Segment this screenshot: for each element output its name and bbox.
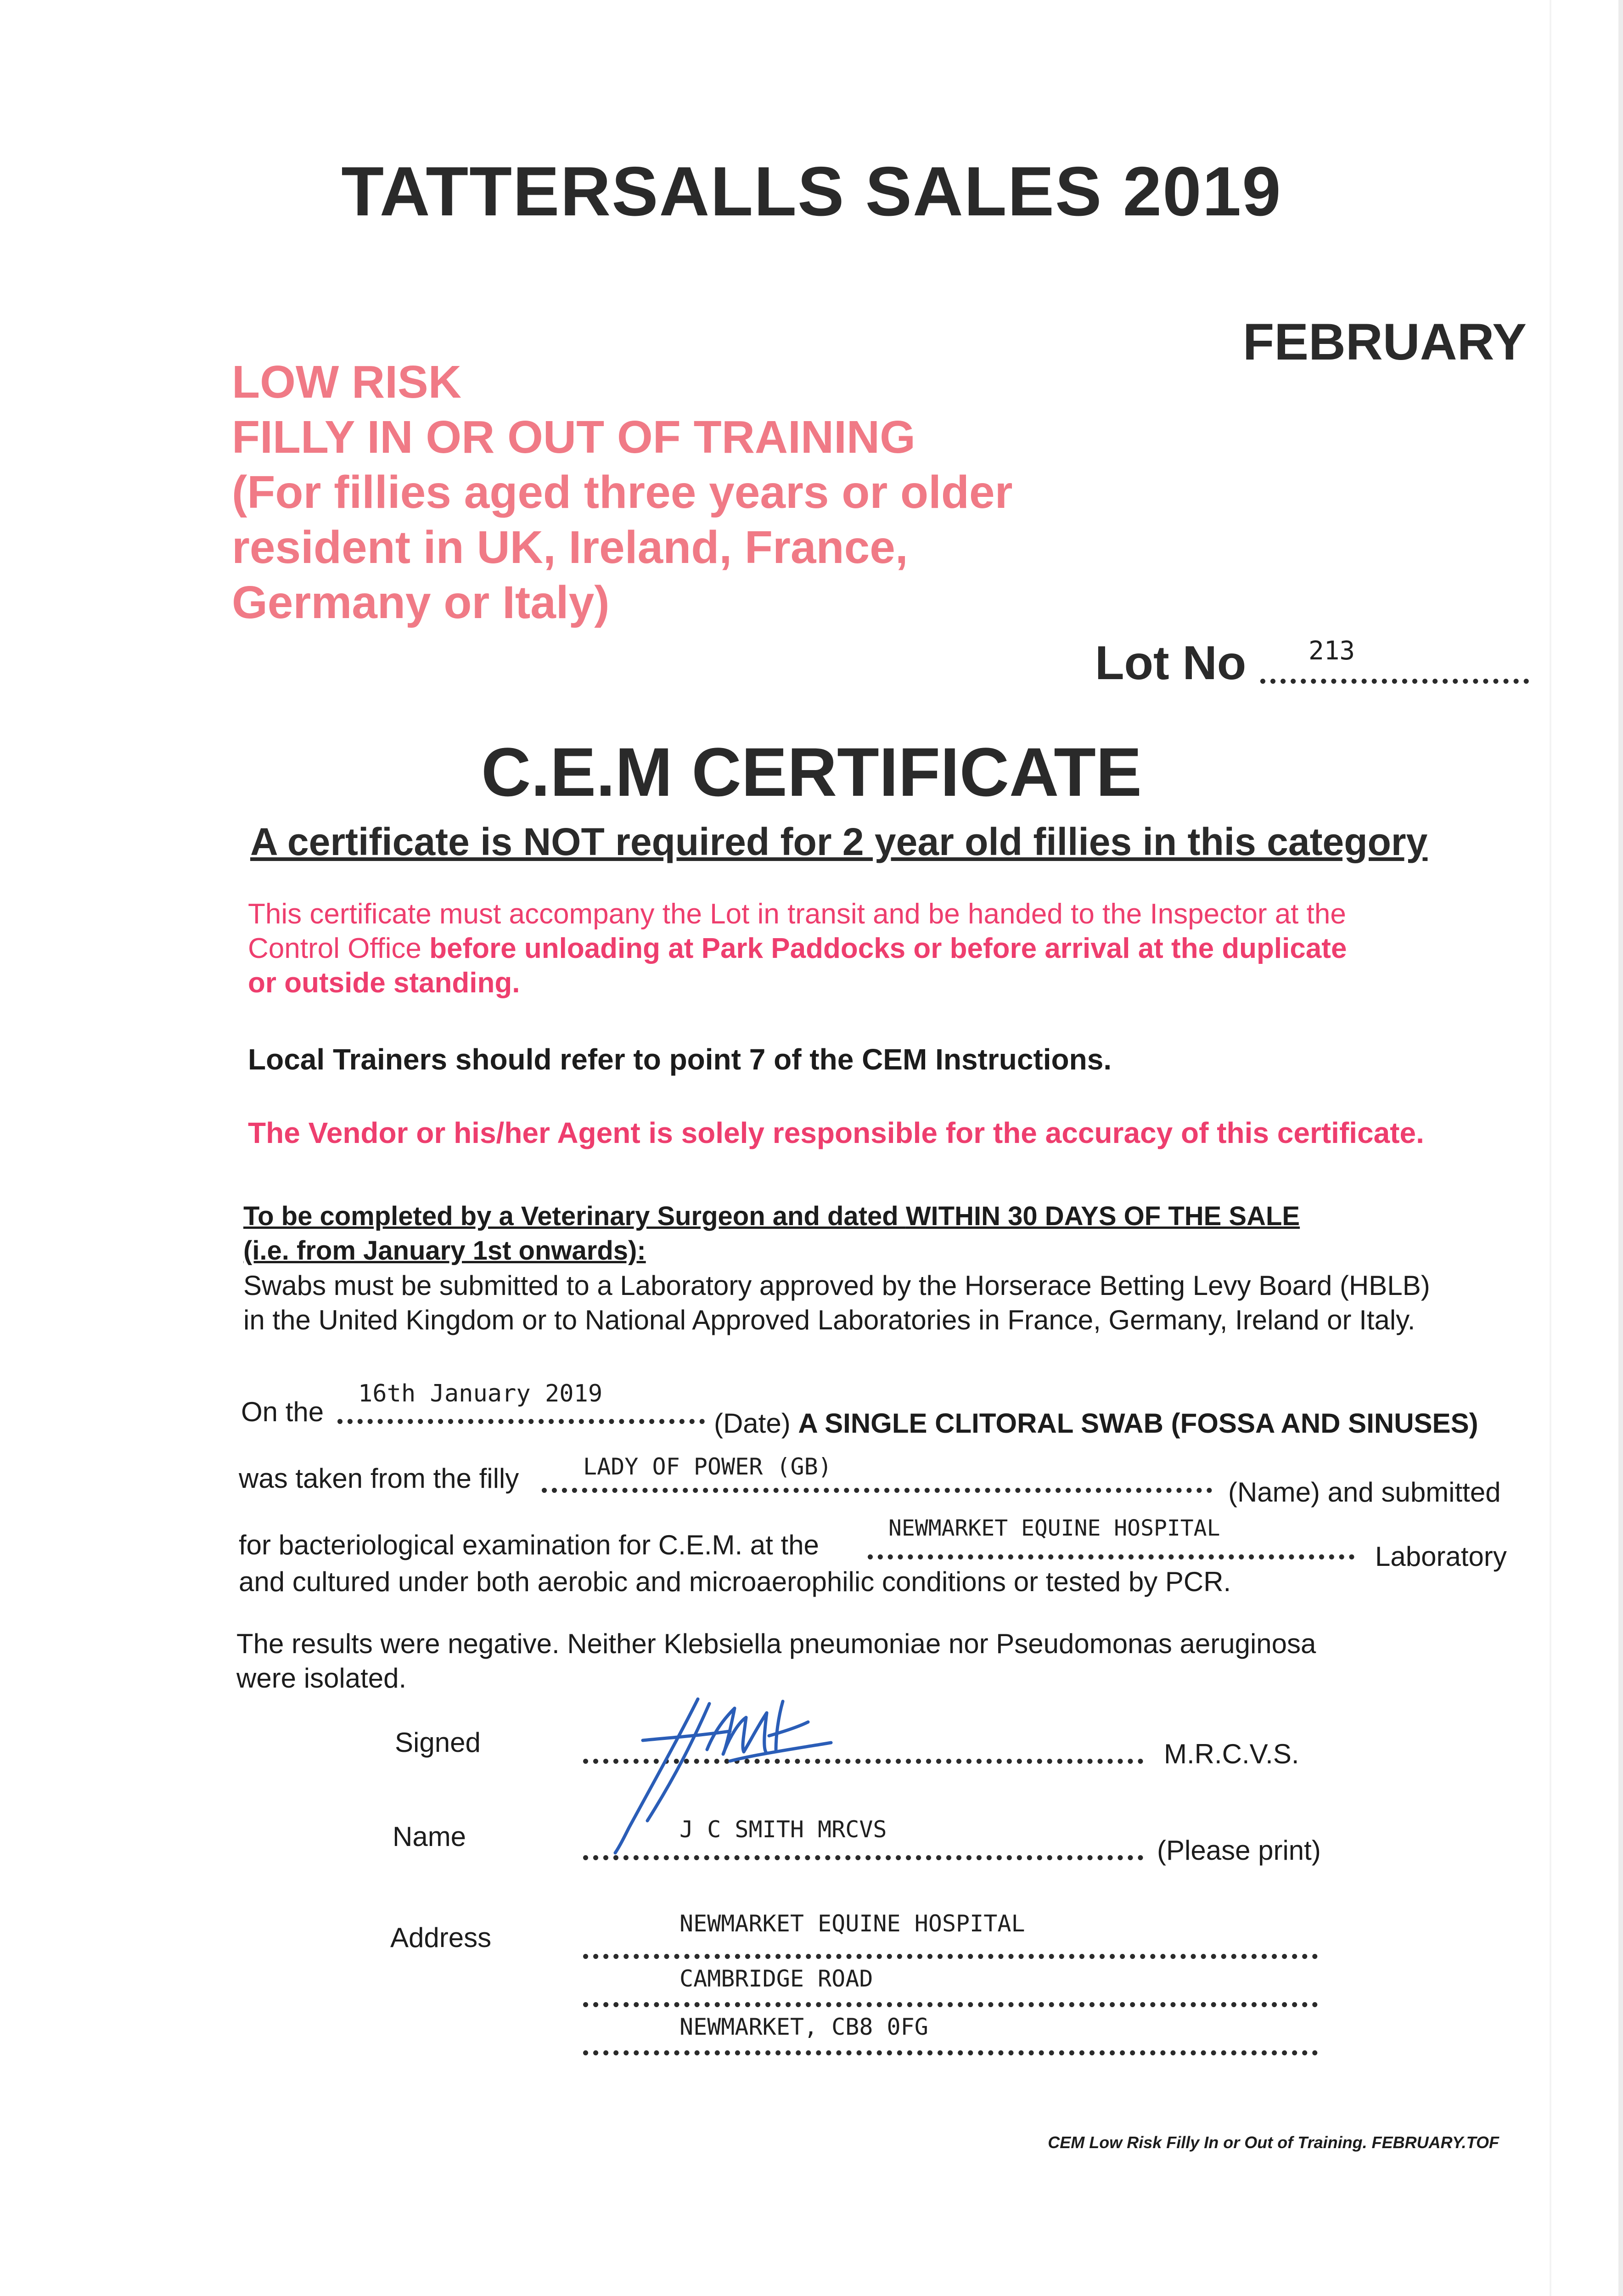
vet-instruction-line-1 [243,1201,1300,1232]
culture-line: and cultured under both aerobic and microaerophilic conditions or tested by PCR. [239,1566,1231,1597]
address-dotted-line-1 [583,1954,1318,1959]
transit-notice-line-1: This certificate must accompany the Lot in transit and be handed to the Inspector at the [248,898,1346,930]
transit-notice-line-2-bold: before unloading at Park Paddocks or before arrival at the duplicate [429,933,1347,964]
lab-value: NEWMARKET EQUINE HOSPITAL [888,1515,1220,1541]
scan-edge [1618,0,1623,2296]
transit-notice-line-2-normal: Control Office [248,933,430,964]
certificate-title: C.E.M CERTIFICATE [481,733,1142,810]
vet-instruction-line-2: (i.e. from January 1st onwards): [243,1236,646,1266]
address-dotted-line-2 [583,2002,1318,2007]
transit-notice-line-3: or outside standing. [248,967,520,999]
scan-edge-line [1550,0,1551,2296]
swabs-line-2: in the United Kingdom or to National Approved Laboratories in France, Germany, Ireland or Italy. [243,1305,1415,1335]
address-label: Address [390,1922,492,1953]
vet-instruction-line-1a: To be completed by a Veterinary Surgeon and dated [243,1201,906,1231]
address-dotted-line-3 [583,2050,1318,2055]
swab-description: A SINGLE CLITORAL SWAB (FOSSA AND SINUSES) [798,1408,1478,1439]
address-line-3: NEWMARKET, CB8 0FG [680,2014,928,2040]
filly-suffix: (Name) and submitted [1228,1477,1501,1508]
footer-reference: CEM Low Risk Filly In or Out of Training. FEBRUARY.TOF [1048,2133,1499,2152]
local-trainers-note: Local Trainers should refer to point 7 of the CEM Instructions. [248,1043,1112,1076]
category-line-2: FILLY IN OR OUT OF TRAINING [232,411,915,463]
category-line-4: resident in UK, Ireland, France, [232,522,908,573]
category-line-5: Germany or Italy) [232,577,610,628]
lot-number-value: 213 [1309,636,1355,666]
date-suffix-label: (Date) [714,1408,798,1439]
on-the-label: On the [241,1396,324,1427]
page-title: TATTERSALLS SALES 2019 [341,152,1282,231]
sale-month: FEBRUARY [1242,313,1527,371]
vendor-responsibility-note: The Vendor or his/her Agent is solely responsible for the accuracy of this certificate. [248,1116,1424,1149]
lab-label: for bacteriological examination for C.E.M. at the [239,1530,819,1560]
name-dotted-line [583,1855,1143,1860]
category-line-1: LOW RISK [232,356,461,408]
results-line-2: were isolated. [236,1663,407,1694]
not-required-notice: A certificate is NOT required for 2 year old fillies in this category [250,820,1428,863]
vet-instruction-deadline: WITHIN 30 DAYS OF THE SALE [905,1201,1300,1231]
lab-dotted-line [868,1554,1354,1559]
address-line-2: CAMBRIDGE ROAD [680,1965,873,1992]
date-value: 16th January 2019 [358,1380,603,1407]
category-line-3: (For fillies aged three years or older [232,467,1013,518]
signed-label: Signed [395,1727,481,1758]
lot-label: Lot No [1095,636,1247,690]
address-line-1: NEWMARKET EQUINE HOSPITAL [680,1910,1025,1937]
transit-notice-line-2 [248,932,1347,965]
date-suffix [714,1407,1478,1439]
results-line-1: The results were negative. Neither Klebsiella pneumoniae nor Pseudomonas aeruginosa [236,1628,1316,1659]
filly-dotted-line [542,1488,1212,1493]
lot-dotted-line [1260,679,1529,684]
name-suffix: (Please print) [1157,1835,1321,1866]
signed-suffix: M.R.C.V.S. [1164,1739,1299,1769]
lab-suffix: Laboratory [1375,1541,1507,1572]
date-dotted-line [337,1419,705,1424]
filly-label: was taken from the filly [239,1463,519,1494]
filly-name-value: LADY OF POWER (GB) [583,1453,832,1480]
name-label: Name [393,1821,466,1852]
name-value: J C SMITH MRCVS [680,1816,887,1843]
swabs-line-1: Swabs must be submitted to a Laboratory approved by the Horserace Betting Levy Board (HBLB) [243,1270,1430,1301]
